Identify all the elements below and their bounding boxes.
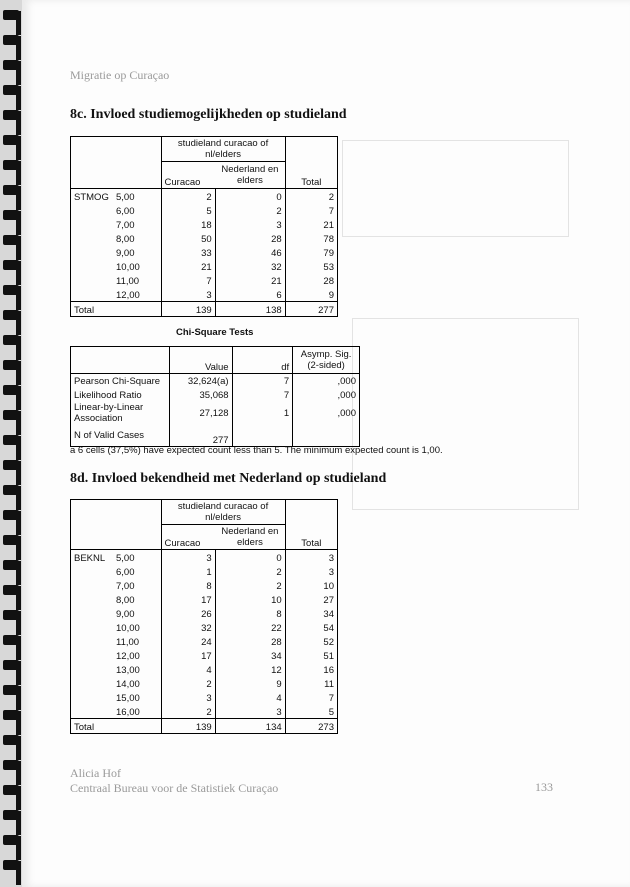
chi-sig: ,000: [293, 388, 360, 402]
chi-row: [71, 388, 360, 402]
cell-nederland: 4: [215, 690, 285, 704]
table-row: [71, 189, 338, 204]
col-curacao: Curacao: [161, 525, 215, 550]
cell-nederland: 34: [215, 648, 285, 662]
chi-square-caption: Chi-Square Tests: [176, 327, 254, 338]
table-row: [71, 662, 338, 676]
cell-curacao: 50: [161, 231, 215, 245]
footer-left: [70, 766, 278, 796]
cell-total: 54: [285, 620, 337, 634]
row-label: 11,00: [116, 276, 140, 287]
binding-ring: [3, 560, 19, 570]
row-label: 9,00: [116, 609, 135, 620]
table-row: [71, 203, 338, 217]
binding-ring: [3, 635, 19, 645]
table-row: [71, 245, 338, 259]
chi-square-table: [70, 346, 360, 447]
cell-curacao: 2: [161, 676, 215, 690]
table-row: [71, 690, 338, 704]
row-label: 9,00: [116, 248, 135, 259]
cell-total: 27: [285, 592, 337, 606]
cell-total: 3: [285, 564, 337, 578]
cell-curacao: 8: [161, 578, 215, 592]
col-asymp-sig: Asymp. Sig. (2-sided): [293, 347, 360, 374]
binding-ring: [3, 85, 19, 95]
cell-curacao: 17: [161, 648, 215, 662]
cell-nederland: 0: [215, 550, 285, 565]
table-row: [71, 634, 338, 648]
binding-ring: [3, 185, 19, 195]
binding-ring: [3, 235, 19, 245]
col-group-header: studieland curacao of nl/elders: [161, 500, 285, 525]
row-label: 12,00: [116, 651, 140, 662]
col-nederland: Nederland en elders: [221, 164, 279, 186]
crosstab-beknl: [70, 499, 338, 734]
row-label: 8,00: [116, 595, 135, 606]
footer-organisation: Centraal Bureau voor de Statistiek Curaçao: [70, 781, 279, 795]
cell-curacao: 24: [161, 634, 215, 648]
cell-curacao: 5: [161, 203, 215, 217]
row-label: 11,00: [116, 637, 140, 648]
chi-value: 32,624(a): [169, 374, 232, 389]
chi-sig: ,000: [293, 374, 360, 389]
binding-ring: [3, 360, 19, 370]
cell-curacao: 21: [161, 259, 215, 273]
binding-ring: [3, 835, 19, 845]
cell-nederland: 28: [215, 634, 285, 648]
running-head: Migratie op Curaçao: [70, 68, 170, 82]
cell-curacao: 3: [161, 287, 215, 302]
cell-total: 9: [285, 287, 337, 302]
cell-curacao: 2: [161, 189, 215, 204]
row-variable-label: STMOG: [74, 192, 109, 203]
binding-ring: [3, 685, 19, 695]
cell-total: 21: [285, 217, 337, 231]
chi-df: 7: [232, 388, 293, 402]
chi-df: [232, 424, 293, 447]
binding-ring: [3, 410, 19, 420]
cell-nederland: 9: [215, 676, 285, 690]
cell-total: 34: [285, 606, 337, 620]
total-label: Total: [71, 719, 162, 734]
binding-ring: [3, 310, 19, 320]
cell-curacao: 3: [161, 690, 215, 704]
row-label: 5,00: [116, 192, 135, 203]
binding-ring: [3, 260, 19, 270]
chi-sig: ,000: [293, 402, 360, 424]
cell-nederland: 2: [215, 578, 285, 592]
col-nederland: Nederland en elders: [221, 526, 279, 548]
chi-value: 277: [169, 424, 232, 447]
binding-ring: [3, 60, 19, 70]
binding-ring: [3, 510, 19, 520]
cell-total: 7: [285, 203, 337, 217]
binding-ring: [3, 660, 19, 670]
section-8d-title: 8d. Invloed bekendheid met Nederland op studieland: [70, 471, 387, 486]
cell-total: 51: [285, 648, 337, 662]
chi-square-footnote: a 6 cells (37,5%) have expected count less than 5. The minimum expected count is 1,00.: [70, 445, 443, 456]
binding-ring: [3, 335, 19, 345]
table-row: [71, 578, 338, 592]
total-nederland: 138: [215, 302, 285, 317]
cell-nederland: 22: [215, 620, 285, 634]
chi-sig: [293, 424, 360, 447]
table-row: [71, 592, 338, 606]
cell-total: 53: [285, 259, 337, 273]
cell-total: 52: [285, 634, 337, 648]
table-row: [71, 648, 338, 662]
cell-nederland: 2: [215, 203, 285, 217]
footer-author: Alicia Hof: [70, 766, 121, 780]
cell-nederland: 3: [215, 217, 285, 231]
cell-nederland: 46: [215, 245, 285, 259]
chi-row: [71, 374, 360, 389]
chi-df: 1: [232, 402, 293, 424]
row-label: 10,00: [116, 262, 140, 273]
cell-total: 7: [285, 690, 337, 704]
binding-ring: [3, 535, 19, 545]
cell-total: 3: [285, 550, 337, 565]
cell-curacao: 4: [161, 662, 215, 676]
row-label: 7,00: [116, 220, 135, 231]
total-label: Total: [71, 302, 162, 317]
binding-ring: [3, 35, 19, 45]
binding-ring: [3, 710, 19, 720]
table-row: [71, 231, 338, 245]
table-row: [71, 704, 338, 719]
table-row: [71, 217, 338, 231]
cell-curacao: 17: [161, 592, 215, 606]
row-label: 6,00: [116, 206, 135, 217]
binding-ring: [3, 585, 19, 595]
table-row: [71, 676, 338, 690]
cell-curacao: 26: [161, 606, 215, 620]
cell-nederland: 12: [215, 662, 285, 676]
cell-total: 16: [285, 662, 337, 676]
spiral-binding: [0, 0, 22, 887]
crosstab-stmog: [70, 136, 338, 317]
cell-curacao: 3: [161, 550, 215, 565]
col-df: df: [232, 347, 293, 374]
cell-nederland: 6: [215, 287, 285, 302]
total-nederland: 134: [215, 719, 285, 734]
binding-ring: [3, 10, 19, 20]
table-row: [71, 620, 338, 634]
table-row: [71, 550, 338, 565]
chi-label: Linear-by-Linear Association: [71, 402, 170, 424]
row-label: 7,00: [116, 581, 135, 592]
binding-ring: [3, 110, 19, 120]
binding-ring: [3, 135, 19, 145]
table-row: [71, 259, 338, 273]
row-label: 16,00: [116, 707, 140, 718]
col-value: Value: [169, 347, 232, 374]
col-total: Total: [285, 525, 337, 550]
row-label: 12,00: [116, 290, 140, 301]
total-total: 277: [285, 302, 337, 317]
chi-value: 35,068: [169, 388, 232, 402]
row-label: 13,00: [116, 665, 140, 676]
table-row: [71, 606, 338, 620]
row-label: 10,00: [116, 623, 140, 634]
table-row: [71, 564, 338, 578]
row-label: 6,00: [116, 567, 135, 578]
cell-total: 78: [285, 231, 337, 245]
cell-total: 5: [285, 704, 337, 719]
binding-ring: [3, 810, 19, 820]
cell-curacao: 18: [161, 217, 215, 231]
section-8c-title: 8c. Invloed studiemogelijkheden op studieland: [70, 107, 347, 122]
table-total-row: [71, 719, 338, 734]
chi-df: 7: [232, 374, 293, 389]
binding-ring: [3, 285, 19, 295]
binding-ring: [3, 860, 19, 870]
total-curacao: 139: [161, 302, 215, 317]
row-variable-label: BEKNL: [74, 553, 106, 564]
chi-row: [71, 402, 360, 424]
table-row: [71, 287, 338, 302]
chi-row: [71, 424, 360, 447]
cell-total: 2: [285, 189, 337, 204]
cell-curacao: 7: [161, 273, 215, 287]
cell-total: 79: [285, 245, 337, 259]
cell-curacao: 32: [161, 620, 215, 634]
table-row: [71, 273, 338, 287]
cell-total: 10: [285, 578, 337, 592]
col-curacao: Curacao: [161, 162, 215, 189]
binding-ring: [3, 485, 19, 495]
col-group-header: studieland curacao of nl/elders: [161, 137, 285, 162]
total-curacao: 139: [161, 719, 215, 734]
row-label: 14,00: [116, 679, 140, 690]
cell-curacao: 2: [161, 704, 215, 719]
chi-label: N of Valid Cases: [71, 424, 170, 447]
chi-label: Pearson Chi-Square: [71, 374, 170, 389]
binding-ring: [3, 210, 19, 220]
binding-ring: [3, 610, 19, 620]
cell-nederland: 2: [215, 564, 285, 578]
cell-nederland: 10: [215, 592, 285, 606]
cell-nederland: 3: [215, 704, 285, 719]
binding-ring: [3, 735, 19, 745]
cell-nederland: 0: [215, 189, 285, 204]
cell-curacao: 1: [161, 564, 215, 578]
cell-nederland: 28: [215, 231, 285, 245]
cell-nederland: 32: [215, 259, 285, 273]
total-total: 273: [285, 719, 337, 734]
row-label: 15,00: [116, 693, 140, 704]
binding-ring: [3, 785, 19, 795]
chi-label: Likelihood Ratio: [71, 388, 170, 402]
page-number: 133: [535, 780, 553, 794]
cell-total: 28: [285, 273, 337, 287]
cell-total: 11: [285, 676, 337, 690]
table-total-row: [71, 302, 338, 317]
binding-ring: [3, 760, 19, 770]
cell-nederland: 21: [215, 273, 285, 287]
cell-curacao: 33: [161, 245, 215, 259]
binding-ring: [3, 435, 19, 445]
binding-ring: [3, 385, 19, 395]
row-label: 8,00: [116, 234, 135, 245]
row-label: 5,00: [116, 553, 135, 564]
show-through-table-1: [342, 140, 569, 237]
binding-ring: [3, 460, 19, 470]
col-total: Total: [285, 162, 337, 189]
cell-nederland: 8: [215, 606, 285, 620]
binding-ring: [3, 160, 19, 170]
chi-value: 27,128: [169, 402, 232, 424]
